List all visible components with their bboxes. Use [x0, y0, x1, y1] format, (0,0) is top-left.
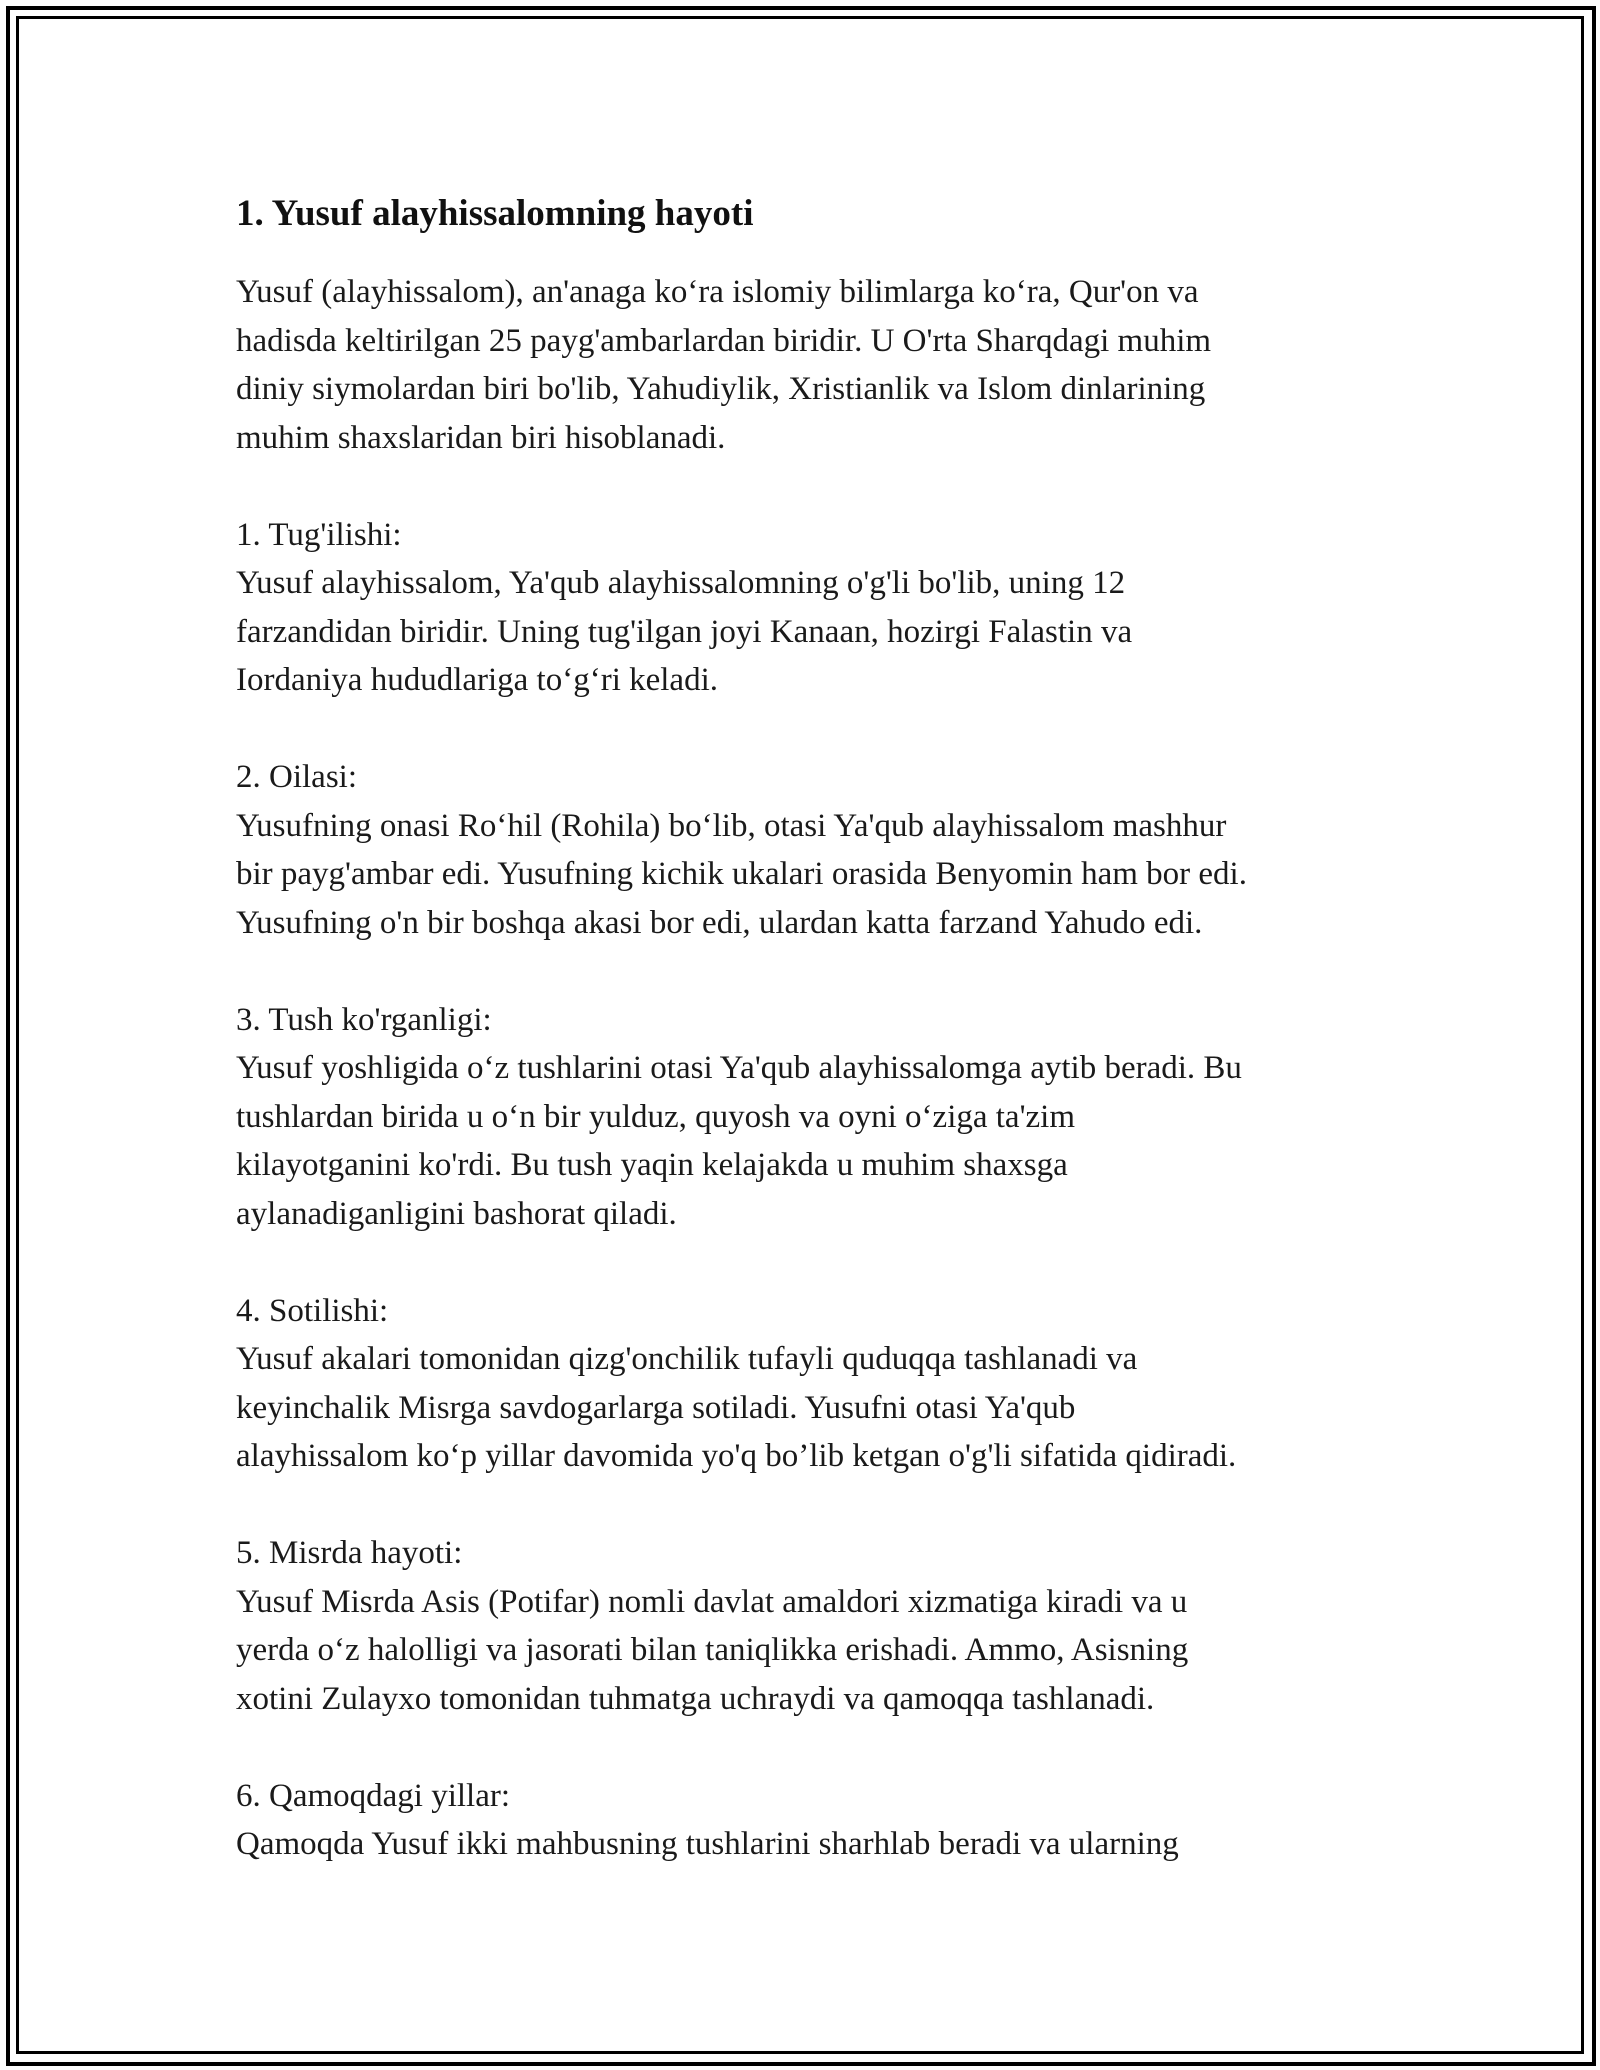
section-dream [236, 996, 1396, 1239]
section-heading: 6. Qamoqdagi yillar: [236, 1777, 511, 1814]
section-text: Yusuf akalari tomonidan qizg'onchilik tufayli quduqqa tashlanadi va keyinchalik Misrga savdogarlarga sotiladi. Yusufni otasi Ya'qub alayhissalom ko‘p yillar davomida yo'q bo’lib ketgan o'g'li sifatida qidiradi. [236, 1341, 1237, 1474]
section-heading: 5. Misrda hayoti: [236, 1535, 463, 1571]
section-heading: 1. Tug'ilishi: [236, 516, 402, 553]
section-text: Qamoqda Yusuf ikki mahbusning tushlarini sharhlab beradi va ularning [236, 1826, 1179, 1862]
section-text: Yusuf Misrda Asis (Potifar) nomli davlat amaldori xizmatiga kiradi va u yerda o‘z halolligi va jasorati bilan taniqlikka erishadi. Ammo, Asisning xotini Zulayxo tomonidan tuhmatga uchraydi va qamoqqa tashlanadi. [236, 1583, 1189, 1717]
section-text: Yusufning onasi Ro‘hil (Rohila) bo‘lib, otasi Ya'qub alayhissalom mashhur bir payg'ambar edi. Yusufning kichik ukalari orasida Benyomin ham bor edi. Yusufning o'n bir boshqa akasi bor edi, ulardan katta farzand Yahudo edi. [236, 807, 1247, 941]
section-heading: 4. Sotilishi: [236, 1292, 389, 1329]
section-sold [236, 1287, 1396, 1481]
section-heading: 2. Oilasi: [236, 759, 357, 795]
section-family [236, 753, 1396, 947]
section-birth [236, 511, 1396, 705]
section-egypt [236, 1529, 1396, 1723]
document-body [236, 188, 1396, 1869]
intro-paragraph: Yusuf (alayhissalom), an'anaga ko‘ra islomiy bilimlarga ko‘ra, Qur'on va hadisda keltirilgan 25 payg'ambarlardan biridir. U O'rta Sharqdagi muhim diniy siymolardan biri bo'lib, Yahudiylik, Xristianlik va Islom dinlarining muhim shaxslaridan biri hisoblanadi. [236, 274, 1212, 456]
document-title: 1. Yusuf alayhissalomning hayoti [236, 193, 754, 234]
section-text: Yusuf yoshligida o‘z tushlarini otasi Ya'qub alayhissalomga aytib beradi. Bu tushlardan birida u o‘n bir yulduz, quyosh va oyni o‘ziga ta'zim kilayotganini ko'rdi. Bu tush yaqin kelajakda u muhim shaxsga aylanadiganligini bashorat qiladi. [236, 1050, 1242, 1232]
section-prison [236, 1772, 1396, 1869]
section-heading: 3. Tush ko'rganligi: [236, 1001, 492, 1038]
section-text: Yusuf alayhissalom, Ya'qub alayhissalomning o'g'li bo'lib, uning 12 farzandidan biridir. Uning tug'ilgan joyi Kanaan, hozirgi Falastin va Iordaniya hududlariga to‘g‘ri keladi. [236, 565, 1133, 698]
